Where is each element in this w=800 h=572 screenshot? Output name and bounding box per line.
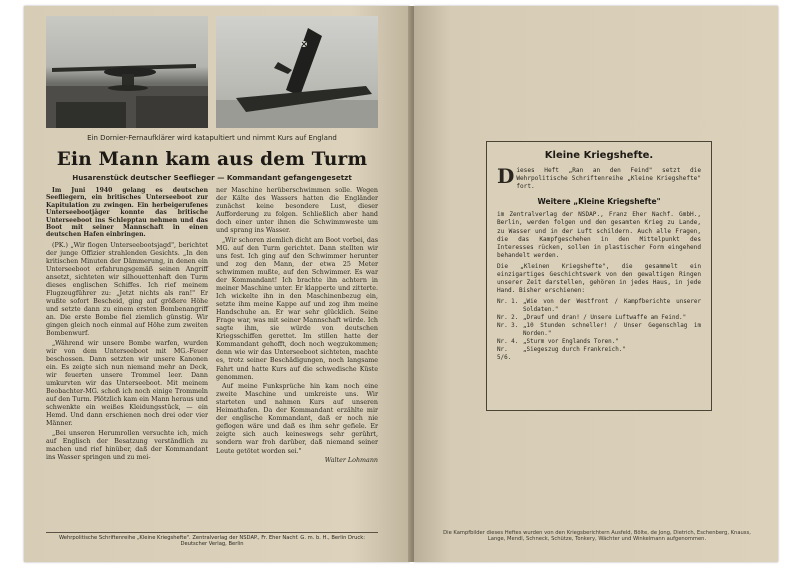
series-info-box <box>486 141 712 411</box>
article-subheadline: Husarenstück deutscher Seeflieger — Kommandant gefangengesetzt <box>72 173 352 182</box>
photo-caption: Ein Dornier-Fernaufklärer wird katapultiert und nimmt Kurs auf England <box>87 134 337 142</box>
drop-cap: D <box>497 164 515 188</box>
magazine-spread <box>24 6 778 562</box>
article-column-2 <box>216 187 378 465</box>
list-item: Nr. 4. „Sturm vor Englands Toren." <box>497 339 619 346</box>
list-item: Nr. 2. „Drauf und dran! / Unsere Luftwaffe am Feind." <box>497 315 687 322</box>
intro-paragraph: ieses Heft „Ran an den Feind" setzt die Wehrpolitische Schriftenreihe „Kleine Kriegshefte" fort. <box>516 167 701 191</box>
photo-credits-footer: Die Kampfbilder dieses Heftes wurden von den Kriegsberichtern Ausfeld, Bölte, de Jong, Dietrich, Eschenberg, Knauss, Lange, Mendl, Schneck, Schütze, Tonkery, Wächter und Winkelmann aufgenommen. <box>443 530 751 543</box>
article-headline: Ein Mann kam aus dem Turm <box>56 149 368 170</box>
publisher-paragraph: im Zentralverlag der NSDAP., Franz Eher Nachf. GmbH., Berlin, werden folgen und den gesamten Krieg zu Lande, zu Wasser und in der Luft schildern. Auch alle Fragen, die das Kampfgeschehen in den Mittelpunkt des Interesses rücken, sollen in plastischer Form eingehend behandelt werden. <box>497 211 701 259</box>
list-item: Nr. 3. „10 Stunden schneller! / Unser Gegenschlag im Norden." <box>497 323 701 338</box>
collection-paragraph: Die „Kleinen Kriegshefte", die gesammelt ein einzigartiges Geschichtswerk von den gewaltigen Ringen unserer Zeit darstellen, gehören in jedes Haus, in jede Hand. Bisher erschienen: <box>497 262 701 295</box>
right-page <box>414 6 778 562</box>
publisher-footer: Wehrpolitische Schriftenreihe „Kleine Kriegshefte". Zentralverlag der NSDAP., Fr. Eher Nachf. G. m. b. H., Berlin Druck: Deutscher Verlag, Berlin <box>46 532 378 548</box>
box-title: Kleine Kriegshefte. <box>544 150 654 161</box>
paragraph: (PK.) „Wir flogen Unterseebootsjagd", berichtet der junge Offizier strahlenden Gesichts. „In den kritischen Minuten der Dämmerung, in denen ein Unterseeboot erfahrungsgemäß seinen Angriff ansetzt, sichteten wir silhouettenhaft den Turm dieses englischen Schiffes. Ich rief meinem Flugzeugführer zu: „Jetzt nichts als ran!" Er wußte sofort Bescheid, ging auf größere Höhe und setzte dann zu einem ersten Bombenangriff an. Die erste Bombe fiel ziemlich günstig. Wir gingen gleich noch einmal auf Höhe zum zweiten Bombenwurf. <box>46 241 208 338</box>
photo-seaplane-catapult <box>46 16 208 128</box>
paragraph: „Wir schoren ziemlich dicht am Boot vorbei, das MG. auf den Turm gerichtet. Dann stellten wir uns fest. Ich ging auf den Schwimmer herunter und zog den Mann, der etwa 25 Meter schwimmen mußte, auf den Schwimmer. Es war der Kommandant! Ich brachte ihn achtern in meiner Maschine unter. Er klapperte und zitterte. Ich wickelte ihn in den Maschinenbezug ein, setzte ihm meine Kappe auf und zog ihm meine Handschuhe an. Er war sehr glücklich. Seine Frage war, was mit seiner Mannschaft würde. Ich sagte ihm, sie würde von deutschen Kriegsschiffen gerettet. Im stillen hatte der Kommandant gehofft, doch noch wegzukommen; denn wie wir das Unterseeboot sichteten, machte es, trotz seiner Beschädigungen, noch langsame Fahrt und hatte Kurs auf die schwedische Küste genommen. <box>216 236 378 381</box>
article-column-1 <box>46 187 208 464</box>
list-item: Nr. 1. „Wie von der Westfront / Kampfberichte unserer Soldaten." <box>497 299 701 314</box>
list-item: Nr. 5/6. „Siegeszug durch Frankreich." <box>497 347 626 362</box>
box-text <box>497 164 701 362</box>
paragraph: ner Maschine herüberschwimmen solle. Wegen der Kälte des Wassers hatten die Engländer zunächst keine besondere Lust, dieser Aufforderung zu folgen. Schließlich aber hand doch einer unter ihnen die Schwimmweste um und sprang ins Wasser. <box>216 187 378 235</box>
left-page <box>24 6 410 562</box>
paragraph: „Während wir unsere Bombe warfen, wurden wir von dem Unterseeboot mit MG.-Feuer beschossen. Dann setzten wir unsere Kanonen ein. Es zeigte sich nun niemand mehr an Deck, wir feuerten unsere Trommel leer. Dann umkurvten wir das Unterseeboot. Mit meinem Beobachter-MG. schoß ich noch einige Trommeln auf den Turm. Plötzlich kam ein Mann heraus und schwenkte ein weißes Kleidungsstück, — ein Hemd. Und dann erschienen noch drei oder vier Männer. <box>46 339 208 428</box>
paragraph: „Bei unseren Herumrollen versuchte ich, mich auf Englisch der Besatzung verständlich zu machen und rief hinüber, daß der Kommandant ins Wasser springen und zu mei- <box>46 429 208 462</box>
photo-dornier-flying-boat <box>216 16 378 128</box>
article-intro: Im Juni 1940 gelang es deutschen Seefliegern, ein britisches Unterseeboot zur Kapitulation zu zwingen. Ein herbeigerufenes Unterseebootjäger konnte das britische Unterseeboot ins Schlepptau nehmen und das Boot mit seiner Mannschaft in einen deutschen Hafen einbringen. <box>46 187 208 239</box>
author-signature: Walter Lohmann <box>324 457 378 465</box>
box-subtitle: Weitere „Kleine Kriegshefte" <box>537 197 661 207</box>
published-issues-list <box>497 298 701 362</box>
paragraph: Auf meine Funksprüche hin kam noch eine zweite Maschine und umkreiste uns. Wir starteten und nahmen Kurs auf unseren Heimathafen. Da der Kommandant erzählte mir der englische Kommandant, daß er noch nie geflogen wäre und daß es ihm sehr gefiele. Er zeigte sich auch keineswegs sehr gerührt, sondern war froh darüber, daß niemand seiner Leute getötet worden sei." <box>216 383 378 455</box>
